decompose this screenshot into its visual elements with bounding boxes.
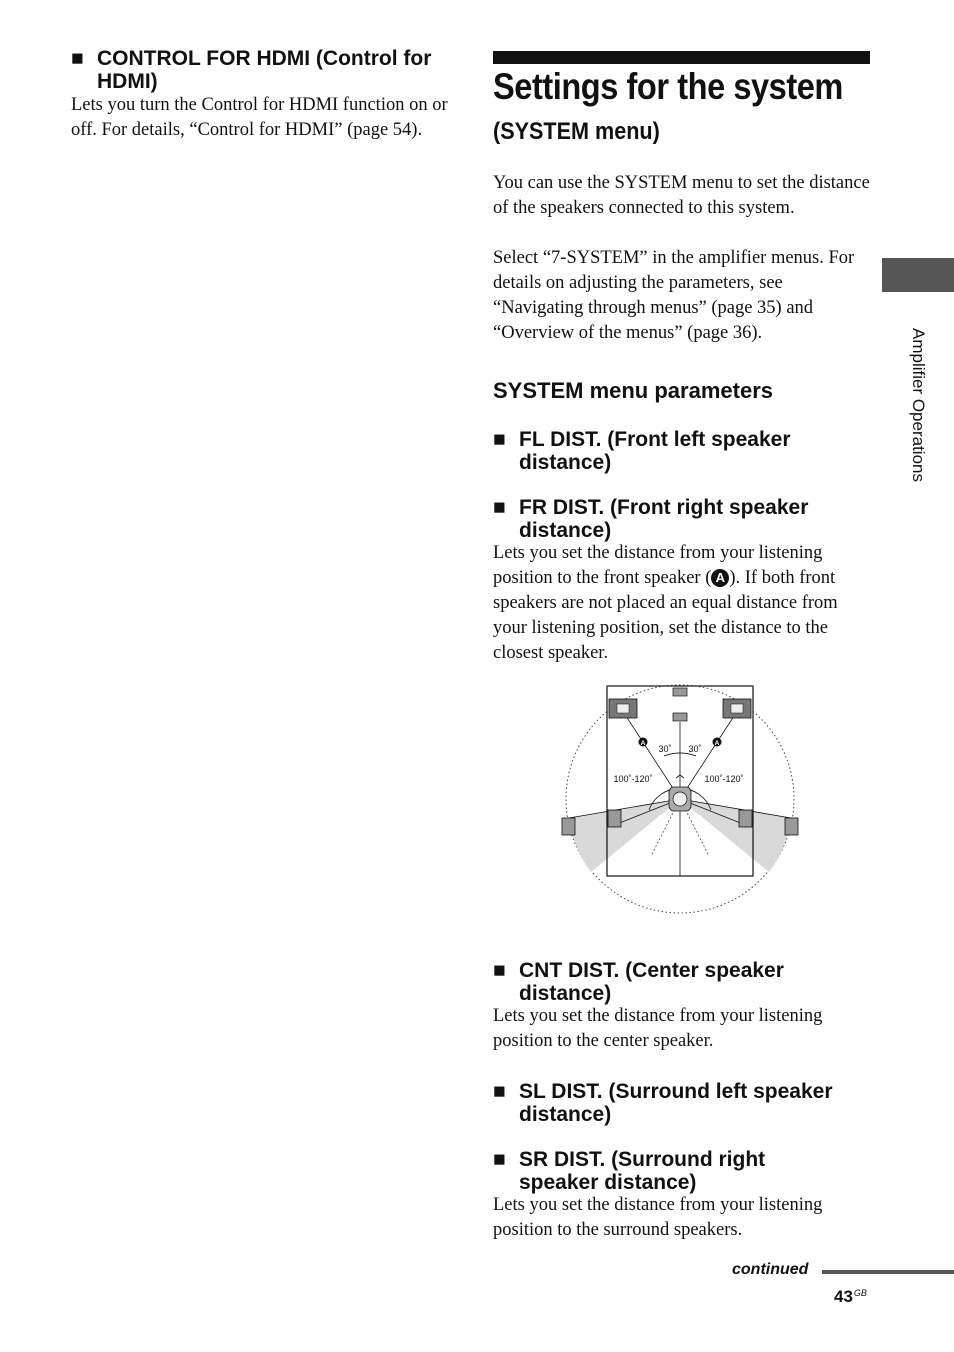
chapter-tab-marker <box>882 258 954 292</box>
front-left-angle-label: 30˚ <box>658 744 672 754</box>
square-bullet-icon: ■ <box>71 47 84 70</box>
surround-right-zone <box>680 799 791 872</box>
surround-left-angle-label: 100˚-120˚ <box>613 774 653 784</box>
square-bullet-icon: ■ <box>493 959 506 982</box>
front-left-speaker-cone-icon <box>617 704 629 713</box>
surround-dist-body: Lets you set the distance from your listening position to the surround speakers. <box>493 1195 823 1240</box>
front-right-line <box>680 713 736 799</box>
page-title: Settings for the system <box>493 66 843 107</box>
surround-right-inner-speaker-icon <box>739 810 752 827</box>
section-heading: SYSTEM menu parameters <box>493 378 773 403</box>
surround-left-outer-speaker-icon <box>562 818 575 835</box>
front-dist-body: Lets you set the distance from your listening position to the front speaker ( A ). If both front speakers are not placed an equal distance from your listening position, set the distance to the closest speaker. <box>493 543 838 663</box>
page-number: $43^{GB}$ <box>834 1287 867 1306</box>
front-right-angle-label: 30˚ <box>688 744 702 754</box>
fl-dist-heading: ■ FL DIST. (Front left speaker distance) <box>493 428 791 474</box>
control-for-hdmi-heading: ■ CONTROL FOR HDMI (Control for HDMI) <box>71 47 432 93</box>
listener-head-icon <box>673 792 687 806</box>
marker-a-left-label: A <box>640 740 646 747</box>
sl-dist-heading: ■ SL DIST. (Surround left speaker distance) <box>493 1080 833 1126</box>
square-bullet-icon: ■ <box>493 428 506 451</box>
sr-dist-heading: ■ SR DIST. (Surround right speaker distance) <box>493 1148 766 1194</box>
continued-rule <box>822 1270 954 1274</box>
intro-paragraph-2: Select “7-SYSTEM” in the amplifier menus. For details on adjusting the parameters, see “Navigating through menus” (page 35) and “Overview of the menus” (page 36). <box>493 248 855 343</box>
intro-paragraph-1: You can use the SYSTEM menu to set the distance of the speakers connected to this system. <box>493 173 870 218</box>
speaker-placement-diagram <box>560 682 800 922</box>
marker-a-right-label: A <box>714 740 720 747</box>
marker-a-icon: A <box>711 569 729 587</box>
front-left-line <box>624 713 680 799</box>
square-bullet-icon: ■ <box>493 496 506 519</box>
surround-left-inner-speaker-icon <box>608 810 621 827</box>
square-bullet-icon: ■ <box>493 1080 506 1103</box>
front-right-speaker-cone-icon <box>731 704 743 713</box>
square-bullet-icon: ■ <box>493 1148 506 1171</box>
surround-right-outer-speaker-icon <box>785 818 798 835</box>
continued-label: continued <box>732 1261 809 1278</box>
surround-right-angle-label: 100˚-120˚ <box>704 774 744 784</box>
surround-left-zone <box>569 799 680 872</box>
control-for-hdmi-body: Lets you turn the Control for HDMI function on or off. For details, “Control for HDMI” (page 54). <box>71 95 448 140</box>
subwoofer-icon <box>673 713 687 721</box>
fr-dist-heading: ■ FR DIST. (Front right speaker distance) <box>493 496 809 542</box>
cnt-dist-body: Lets you set the distance from your listening position to the center speaker. <box>493 1006 823 1051</box>
page-subtitle: (SYSTEM menu) <box>493 118 660 145</box>
cnt-dist-heading: ■ CNT DIST. (Center speaker distance) <box>493 959 784 1005</box>
center-speaker-icon <box>673 688 687 696</box>
